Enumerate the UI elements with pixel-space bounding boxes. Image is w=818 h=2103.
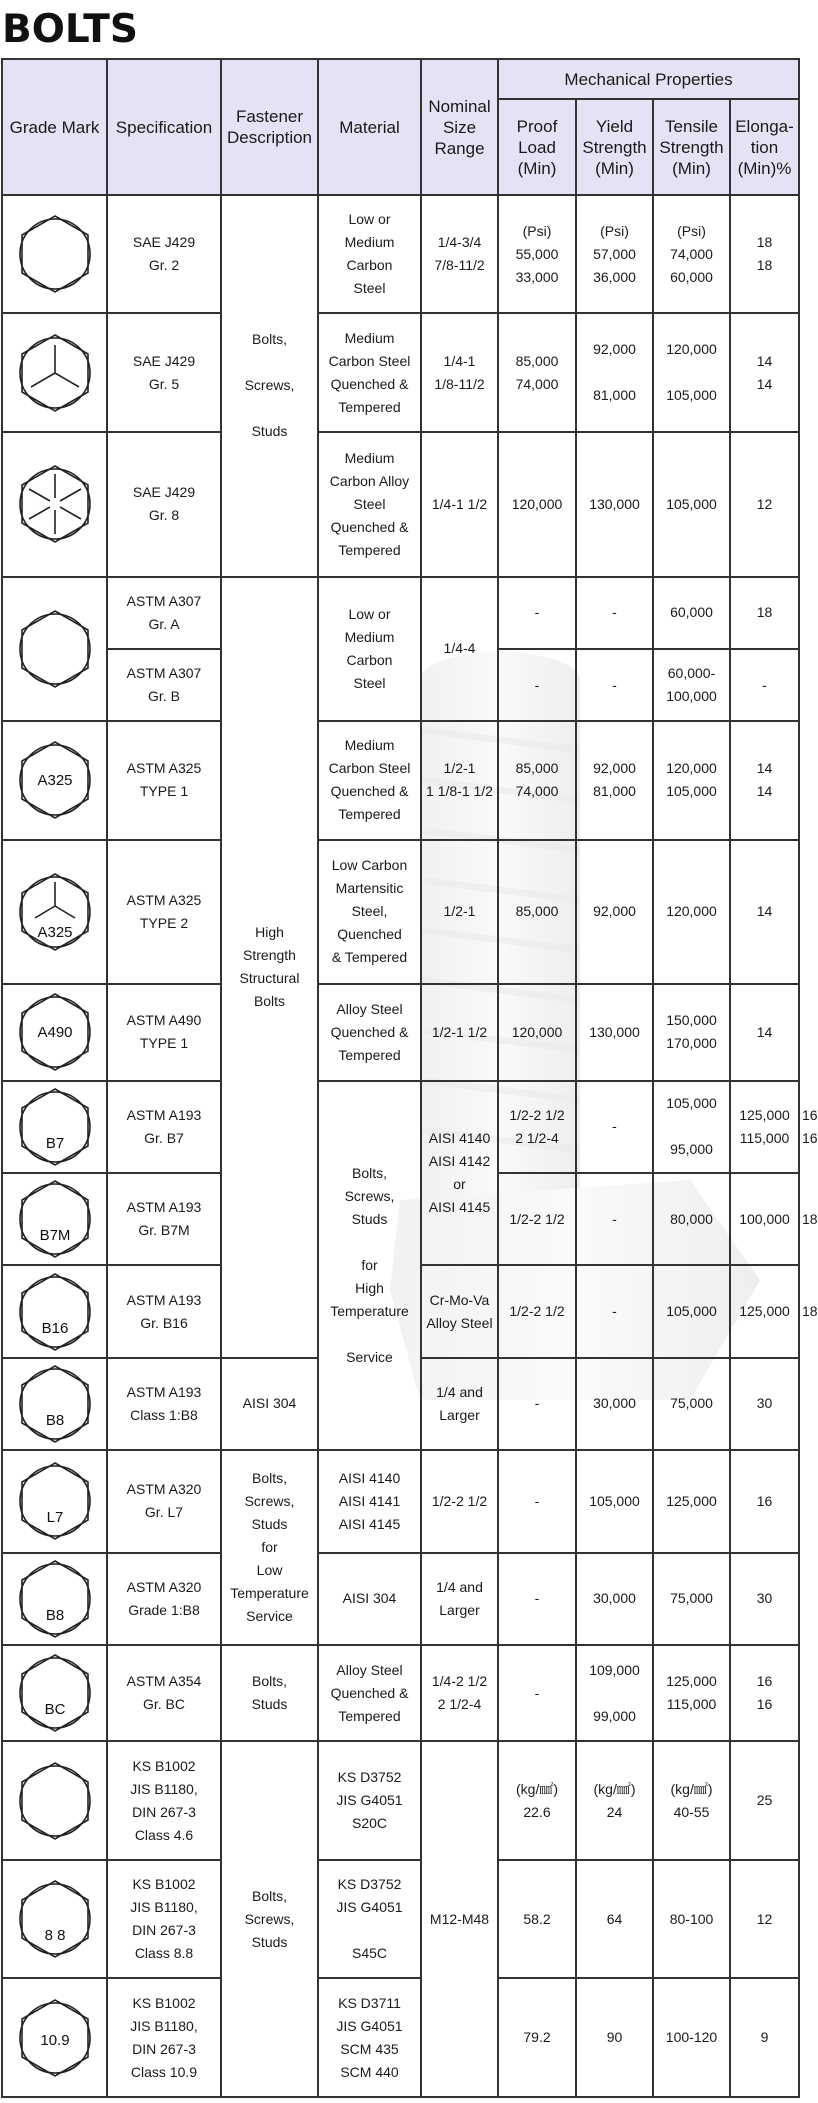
elongation-cell: 30 (730, 1358, 799, 1450)
size-range-cell: 1/4 and Larger (421, 1358, 498, 1450)
table-row (2, 577, 799, 649)
specification-cell: KS B1002 JIS B1180, DIN 267-3 Class 4.6 (107, 1741, 221, 1859)
size-range-cell: 1/4-1 1/2 (421, 432, 498, 577)
tensile-strength-cell: (kg/㎟) 40-55 (653, 1741, 730, 1859)
specification-cell: ASTM A320 Gr. L7 (107, 1450, 221, 1552)
tensile-strength-cell: 150,000 170,000 (653, 984, 730, 1080)
svg-text:B8: B8 (45, 1411, 64, 1429)
material-cell: KS D3752 JIS G4051 S20C (318, 1741, 421, 1859)
yield-strength-cell: (Psi) 57,000 36,000 (576, 195, 653, 313)
material-cell: Medium Carbon Alloy Steel Quenched & Tempered (318, 432, 421, 577)
material-cell: KS D3711 JIS G4051 SCM 435 SCM 440 (318, 1978, 421, 2097)
hex-head-a490-icon (15, 992, 95, 1072)
proof-load-cell: - (498, 649, 576, 721)
proof-load-cell: - (498, 1450, 576, 1552)
hex-head-b16-icon (15, 1272, 95, 1352)
elongation-cell: 16 (730, 1450, 799, 1552)
proof-load-cell: 85,000 (498, 840, 576, 985)
fastener-description-cell: Bolts, Screws, Studs (221, 1741, 318, 2097)
yield-strength-cell: 130,000 (576, 432, 653, 577)
yield-strength-cell: 30,000 (576, 1553, 653, 1645)
grade-mark-cell (2, 1978, 107, 2097)
size-range-cell: 1/4-1 1/8-11/2 (421, 313, 498, 431)
tensile-strength-cell: 60,000 (653, 577, 730, 649)
size-range-cell: 1/2-2 1/2 (421, 1450, 498, 1552)
specification-cell: KS B1002 JIS B1180, DIN 267-3 Class 8.8 (107, 1860, 221, 1978)
proof-load-cell: - (498, 1645, 576, 1741)
elongation-cell: 18 18 (730, 195, 799, 313)
header-nominal-size-range: Nominal Size Range (421, 59, 498, 195)
proof-load-cell: 85,000 74,000 (498, 313, 576, 431)
material-cell: Medium Carbon Steel Quenched & Tempered (318, 313, 421, 431)
proof-load-cell: - (498, 1553, 576, 1645)
size-range-cell: 1/4 and Larger (421, 1553, 498, 1645)
hex-head-b7m-icon (15, 1179, 95, 1259)
elongation-cell: 25 (730, 1741, 799, 1859)
yield-strength-cell: 105,000 95,000 (653, 1081, 730, 1173)
fastener-description-cell: Bolts, Screws, Studs (221, 195, 318, 577)
grade-mark-cell (2, 195, 107, 313)
material-cell: Alloy Steel Quenched & Tempered (318, 984, 421, 1080)
yield-strength-cell: - (576, 577, 653, 649)
elongation-cell: 12 (730, 432, 799, 577)
specification-cell: SAE J429 Gr. 8 (107, 432, 221, 577)
fastener-description-cell: Bolts, Screws, Studs for High Temperature Service (318, 1081, 421, 1451)
proof-load-cell: - (576, 1081, 653, 1173)
elongation-cell: 14 14 (730, 313, 799, 431)
proof-load-cell: (Psi) 55,000 33,000 (498, 195, 576, 313)
tensile-strength-cell: 60,000- 100,000 (653, 649, 730, 721)
tensile-strength-cell: 100,000 (730, 1173, 799, 1265)
size-range-cell: 1/4-4 (421, 577, 498, 722)
grade-mark-cell (2, 1173, 107, 1265)
hex-head-bc-icon (15, 1653, 95, 1733)
table-row (2, 840, 799, 985)
header-fastener-description: Fastener Description (221, 59, 318, 195)
svg-text:A490: A490 (36, 1024, 73, 1042)
table-row (2, 1645, 799, 1741)
grade-mark-cell (2, 1081, 107, 1173)
tensile-strength-cell: 125,000 (730, 1265, 799, 1357)
table-row (2, 1553, 799, 1645)
material-cell: Alloy Steel Quenched & Tempered (318, 1645, 421, 1741)
size-range-cell: 1/2-1 (421, 840, 498, 985)
material-cell: AISI 4140 AISI 4141 AISI 4145 (318, 1450, 421, 1552)
hex-head-a325-icon (15, 740, 95, 820)
yield-strength-cell: 105,000 (576, 1450, 653, 1552)
specification-cell: ASTM A320 Grade 1:B8 (107, 1553, 221, 1645)
fastener-description-cell: Bolts, Studs (221, 1645, 318, 1741)
specification-cell: SAE J429 Gr. 5 (107, 313, 221, 431)
header-grade-mark: Grade Mark (2, 59, 107, 195)
elongation-cell: 12 (730, 1860, 799, 1978)
specification-cell: ASTM A490 TYPE 1 (107, 984, 221, 1080)
hex-head-8-8-icon (15, 1879, 95, 1959)
table-row (2, 313, 799, 431)
size-range-cell: 1/4-3/4 7/8-11/2 (421, 195, 498, 313)
specification-cell: ASTM A354 Gr. BC (107, 1645, 221, 1741)
tensile-strength-cell: (Psi) 74,000 60,000 (653, 195, 730, 313)
svg-text:B8: B8 (45, 1606, 64, 1624)
yield-strength-cell: 80,000 (653, 1173, 730, 1265)
bolts-spec-table (1, 58, 818, 2098)
hex-head-plain-icon (15, 609, 95, 689)
svg-text:B7: B7 (45, 1134, 64, 1152)
elongation-cell: 14 14 (730, 721, 799, 839)
table-row (2, 432, 799, 577)
material-cell: AISI 304 (318, 1553, 421, 1645)
elongation-cell: 16 16 (730, 1645, 799, 1741)
tensile-strength-cell: 125,000 115,000 (730, 1081, 799, 1173)
specification-cell: ASTM A325 TYPE 2 (107, 840, 221, 985)
table-row: B16 ASTM A193 Gr. B16 Cr-Mo-Va Alloy Steel 1/2-2 1/2 - 105,000 125,000 18 (2, 1265, 799, 1357)
material-cell: Cr-Mo-Va Alloy Steel (421, 1265, 498, 1357)
elongation-cell: 30 (730, 1553, 799, 1645)
size-range-cell: 1/2-2 1/2 (498, 1265, 576, 1357)
proof-load-cell: - (498, 577, 576, 649)
svg-text:B7M: B7M (39, 1227, 70, 1245)
elongation-cell: 14 (730, 984, 799, 1080)
fastener-description-cell: High Strength Structural Bolts (221, 577, 318, 1358)
svg-text:8 8: 8 8 (44, 1927, 65, 1945)
header-specification: Specification (107, 59, 221, 195)
table-row (2, 1978, 799, 2097)
material-cell: Low Carbon Martensitic Steel, Quenched & Tempered (318, 840, 421, 985)
header-yield-strength: Yield Strength (Min) (576, 99, 653, 195)
elongation-cell: 9 (730, 1978, 799, 2097)
grade-mark-cell (2, 840, 107, 985)
hex-head-six-lines-icon (15, 464, 95, 544)
hex-head-b7-icon (15, 1087, 95, 1167)
size-range-cell: 1/2-1 1/2 (421, 984, 498, 1080)
specification-cell: ASTM A307 Gr. A (107, 577, 221, 649)
size-range-cell: 1/2-1 1 1/8-1 1/2 (421, 721, 498, 839)
tensile-strength-cell: 75,000 (653, 1553, 730, 1645)
material-cell: Medium Carbon Steel Quenched & Tempered (318, 721, 421, 839)
hex-head-b8-icon (15, 1364, 95, 1444)
specification-cell: ASTM A325 TYPE 1 (107, 721, 221, 839)
tensile-strength-cell: 80-100 (653, 1860, 730, 1978)
proof-load-cell: 120,000 (498, 984, 576, 1080)
svg-text:L7: L7 (46, 1509, 63, 1527)
specification-cell: ASTM A307 Gr. B (107, 649, 221, 721)
table-row (2, 721, 799, 839)
hex-head-plain-icon (15, 1761, 95, 1841)
elongation-cell: 14 (730, 840, 799, 985)
fastener-description-cell: Bolts, Screws, Studs for Low Temperature Service (221, 1450, 318, 1645)
proof-load-cell: 79.2 (498, 1978, 576, 2097)
yield-strength-cell: 109,000 99,000 (576, 1645, 653, 1741)
grade-mark-cell (2, 432, 107, 577)
elongation-cell: 18 (730, 577, 799, 649)
grade-mark-cell (2, 721, 107, 839)
header-proof-load: Proof Load (Min) (498, 99, 576, 195)
svg-text:A325: A325 (36, 772, 73, 790)
yield-strength-cell: 92,000 81,000 (576, 721, 653, 839)
table-row (2, 1450, 799, 1552)
grade-mark-cell (2, 577, 107, 722)
elongation-cell: - (730, 649, 799, 721)
grade-mark-cell (2, 313, 107, 431)
table-row: B7M ASTM A193 Gr. B7M 1/2-2 1/2 - 80,000 100,000 18 (2, 1173, 799, 1265)
grade-mark-cell (2, 1358, 107, 1450)
svg-text:10.9: 10.9 (39, 2031, 70, 2049)
material-cell: KS D3752 JIS G4051 S45C (318, 1860, 421, 1978)
grade-mark-cell (2, 1645, 107, 1741)
page-title: BOLTS (2, 7, 138, 52)
header-elongation: Elonga- tion (Min)% (730, 99, 799, 195)
hex-head-10-9-icon (15, 1998, 95, 2078)
hex-head-l7-icon (15, 1461, 95, 1541)
grade-mark-cell (2, 1741, 107, 1859)
tensile-strength-cell: 120,000 105,000 (653, 721, 730, 839)
yield-strength-cell: (kg/㎟) 24 (576, 1741, 653, 1859)
yield-strength-cell: 105,000 (653, 1265, 730, 1357)
table-row (2, 1741, 799, 1859)
svg-text:A325: A325 (36, 923, 73, 941)
yield-strength-cell: 130,000 (576, 984, 653, 1080)
svg-text:BC: BC (44, 1701, 65, 1719)
size-range-cell: 1/2-2 1/2 2 1/2-4 (498, 1081, 576, 1173)
tensile-strength-cell: 75,000 (653, 1358, 730, 1450)
yield-strength-cell: 64 (576, 1860, 653, 1978)
hex-head-a325-three-lines-icon (15, 872, 95, 952)
specification-cell: SAE J429 Gr. 2 (107, 195, 221, 313)
hex-head-three-lines-icon (15, 333, 95, 413)
specification-cell: ASTM A193 Gr. B7M (107, 1173, 221, 1265)
yield-strength-cell: 92,000 (576, 840, 653, 985)
tensile-strength-cell: 105,000 (653, 432, 730, 577)
proof-load-cell: 85,000 74,000 (498, 721, 576, 839)
specification-cell: ASTM A193 Gr. B7 (107, 1081, 221, 1173)
proof-load-cell: 58.2 (498, 1860, 576, 1978)
table-row (2, 195, 799, 313)
table-row: B7 ASTM A193 Gr. B7 Bolts, Screws, Studs for High Temperature Service AISI 4140 AISI 4142 or AISI 4145 1/2-2 1/2 2 1/2-4 - 105,000 95,000 125,000 115,000 16 16 (2, 1081, 799, 1173)
proof-load-cell: - (576, 1173, 653, 1265)
tensile-strength-cell: 125,000 (653, 1450, 730, 1552)
header-mechanical-properties: Mechanical Properties (498, 59, 799, 99)
material-cell: Low or Medium Carbon Steel (318, 195, 421, 313)
material-cell: Low or Medium Carbon Steel (318, 577, 421, 722)
yield-strength-cell: 92,000 81,000 (576, 313, 653, 431)
grade-mark-cell (2, 1860, 107, 1978)
tensile-strength-cell: 120,000 105,000 (653, 313, 730, 431)
specification-cell: ASTM A193 Class 1:B8 (107, 1358, 221, 1450)
table-row (2, 1860, 799, 1978)
table-row (2, 984, 799, 1080)
hex-head-b8-icon (15, 1559, 95, 1639)
yield-strength-cell: 90 (576, 1978, 653, 2097)
proof-load-cell: - (576, 1265, 653, 1357)
header-tensile-strength: Tensile Strength (Min) (653, 99, 730, 195)
header-material: Material (318, 59, 421, 195)
tensile-strength-cell: 125,000 115,000 (653, 1645, 730, 1741)
proof-load-cell: - (498, 1358, 576, 1450)
material-cell: AISI 304 (221, 1358, 318, 1450)
size-range-cell: 1/4-2 1/2 2 1/2-4 (421, 1645, 498, 1741)
proof-load-cell: 120,000 (498, 432, 576, 577)
material-cell: AISI 4140 AISI 4142 or AISI 4145 (421, 1081, 498, 1266)
yield-strength-cell: 30,000 (576, 1358, 653, 1450)
specification-cell: KS B1002 JIS B1180, DIN 267-3 Class 10.9 (107, 1978, 221, 2097)
grade-mark-cell (2, 1265, 107, 1357)
size-range-cell: M12-M48 (421, 1741, 498, 2097)
proof-load-cell: (kg/㎟) 22.6 (498, 1741, 576, 1859)
tensile-strength-cell: 120,000 (653, 840, 730, 985)
size-range-cell: 1/2-2 1/2 (498, 1173, 576, 1265)
grade-mark-cell (2, 1450, 107, 1552)
yield-strength-cell: - (576, 649, 653, 721)
grade-mark-cell (2, 984, 107, 1080)
grade-mark-cell (2, 1553, 107, 1645)
specification-cell: ASTM A193 Gr. B16 (107, 1265, 221, 1357)
hex-head-plain-icon (15, 214, 95, 294)
tensile-strength-cell: 100-120 (653, 1978, 730, 2097)
svg-text:B16: B16 (41, 1319, 68, 1337)
